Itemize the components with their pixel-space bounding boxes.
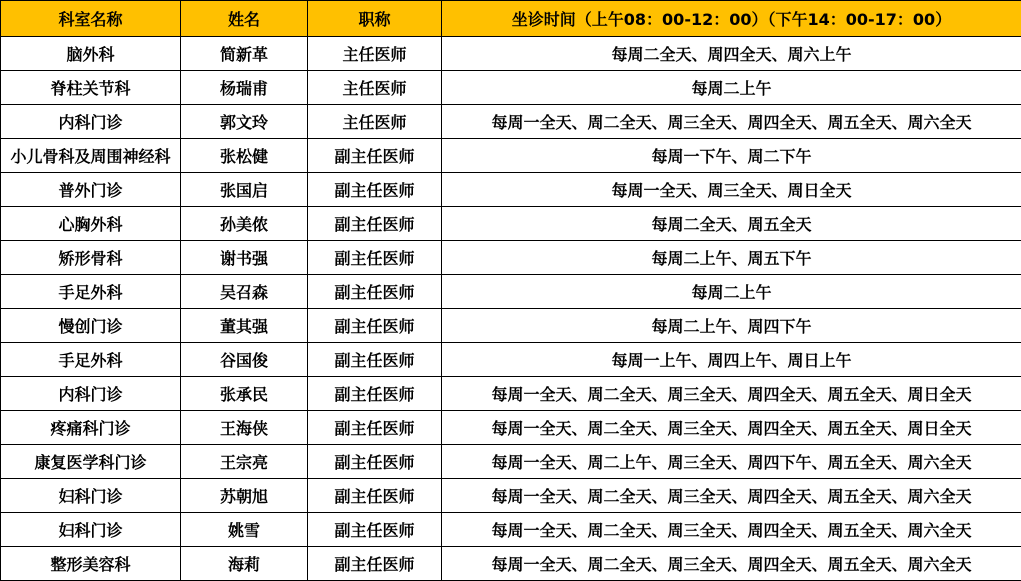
- cell-doctor-name: 简新革: [181, 37, 308, 71]
- cell-schedule: 每周一全天、周二全天、周三全天、周四全天、周五全天、周日全天: [442, 377, 1021, 411]
- cell-title: 副主任医师: [308, 275, 442, 309]
- header-department: 科室名称: [1, 1, 181, 37]
- cell-title: 副主任医师: [308, 377, 442, 411]
- table-row: [1, 479, 1021, 513]
- table-row: [1, 513, 1021, 547]
- cell-department: 脊柱关节科: [1, 71, 181, 105]
- cell-schedule: 每周一全天、周三全天、周日全天: [442, 173, 1021, 207]
- cell-doctor-name: 姚雪: [181, 513, 308, 547]
- cell-title: 副主任医师: [308, 139, 442, 173]
- cell-doctor-name: 谢书强: [181, 241, 308, 275]
- cell-department: 康复医学科门诊: [1, 445, 181, 479]
- cell-title: 副主任医师: [308, 309, 442, 343]
- cell-department: 小儿骨科及周围神经科: [1, 139, 181, 173]
- cell-doctor-name: 王宗亮: [181, 445, 308, 479]
- cell-doctor-name: 郭文玲: [181, 105, 308, 139]
- cell-title: 副主任医师: [308, 547, 442, 581]
- cell-doctor-name: 王海侠: [181, 411, 308, 445]
- cell-schedule: 每周一下午、周二下午: [442, 139, 1021, 173]
- cell-department: 矫形骨科: [1, 241, 181, 275]
- cell-department: 手足外科: [1, 275, 181, 309]
- cell-doctor-name: 海莉: [181, 547, 308, 581]
- table-row: [1, 411, 1021, 445]
- table-row: [1, 377, 1021, 411]
- cell-schedule: 每周一全天、周二上午、周三全天、周四下午、周五全天、周六全天: [442, 445, 1021, 479]
- cell-department: 内科门诊: [1, 377, 181, 411]
- header-name: 姓名: [181, 1, 308, 37]
- cell-schedule: 每周二上午: [442, 275, 1021, 309]
- table-row: [1, 173, 1021, 207]
- cell-title: 副主任医师: [308, 411, 442, 445]
- cell-department: 整形美容科: [1, 547, 181, 581]
- cell-title: 副主任医师: [308, 207, 442, 241]
- table-row: [1, 547, 1021, 581]
- cell-schedule: 每周二上午: [442, 71, 1021, 105]
- cell-schedule: 每周一全天、周二全天、周三全天、周四全天、周五全天、周六全天: [442, 479, 1021, 513]
- cell-doctor-name: 谷国俊: [181, 343, 308, 377]
- cell-title: 主任医师: [308, 71, 442, 105]
- table-header: [1, 1, 1021, 37]
- cell-schedule: 每周一上午、周四上午、周日上午: [442, 343, 1021, 377]
- cell-schedule: 每周一全天、周二全天、周三全天、周四全天、周五全天、周日全天: [442, 411, 1021, 445]
- table-body: [1, 37, 1021, 581]
- cell-doctor-name: 张松健: [181, 139, 308, 173]
- cell-doctor-name: 董其强: [181, 309, 308, 343]
- cell-schedule: 每周二全天、周五全天: [442, 207, 1021, 241]
- cell-department: 普外门诊: [1, 173, 181, 207]
- cell-department: 内科门诊: [1, 105, 181, 139]
- table-row: [1, 275, 1021, 309]
- cell-department: 手足外科: [1, 343, 181, 377]
- cell-department: 疼痛科门诊: [1, 411, 181, 445]
- cell-schedule: 每周二上午、周四下午: [442, 309, 1021, 343]
- cell-title: 副主任医师: [308, 343, 442, 377]
- table-row: [1, 343, 1021, 377]
- cell-doctor-name: 吴召森: [181, 275, 308, 309]
- cell-doctor-name: 孙美侬: [181, 207, 308, 241]
- table-row: [1, 207, 1021, 241]
- cell-schedule: 每周二上午、周五下午: [442, 241, 1021, 275]
- cell-title: 副主任医师: [308, 241, 442, 275]
- cell-title: 副主任医师: [308, 513, 442, 547]
- header-row: [1, 1, 1021, 37]
- table-row: [1, 309, 1021, 343]
- cell-schedule: 每周一全天、周二全天、周三全天、周四全天、周五全天、周六全天: [442, 513, 1021, 547]
- cell-doctor-name: 苏朝旭: [181, 479, 308, 513]
- cell-department: 妇科门诊: [1, 479, 181, 513]
- table-row: [1, 241, 1021, 275]
- header-title: 职称: [308, 1, 442, 37]
- table-row: [1, 445, 1021, 479]
- cell-doctor-name: 张承民: [181, 377, 308, 411]
- cell-doctor-name: 张国启: [181, 173, 308, 207]
- cell-doctor-name: 杨瑞甫: [181, 71, 308, 105]
- header-schedule: 坐诊时间（上午08：00-12：00）（下午14：00-17：00）: [442, 1, 1021, 37]
- cell-department: 妇科门诊: [1, 513, 181, 547]
- cell-title: 副主任医师: [308, 445, 442, 479]
- cell-title: 副主任医师: [308, 173, 442, 207]
- cell-title: 主任医师: [308, 37, 442, 71]
- cell-title: 副主任医师: [308, 479, 442, 513]
- table-row: [1, 105, 1021, 139]
- cell-title: 主任医师: [308, 105, 442, 139]
- cell-schedule: 每周一全天、周二全天、周三全天、周四全天、周五全天、周六全天: [442, 547, 1021, 581]
- cell-department: 脑外科: [1, 37, 181, 71]
- cell-schedule: 每周一全天、周二全天、周三全天、周四全天、周五全天、周六全天: [442, 105, 1021, 139]
- cell-department: 心胸外科: [1, 207, 181, 241]
- table-row: [1, 139, 1021, 173]
- cell-department: 慢创门诊: [1, 309, 181, 343]
- cell-schedule: 每周二全天、周四全天、周六上午: [442, 37, 1021, 71]
- table-row: [1, 37, 1021, 71]
- table-row: [1, 71, 1021, 105]
